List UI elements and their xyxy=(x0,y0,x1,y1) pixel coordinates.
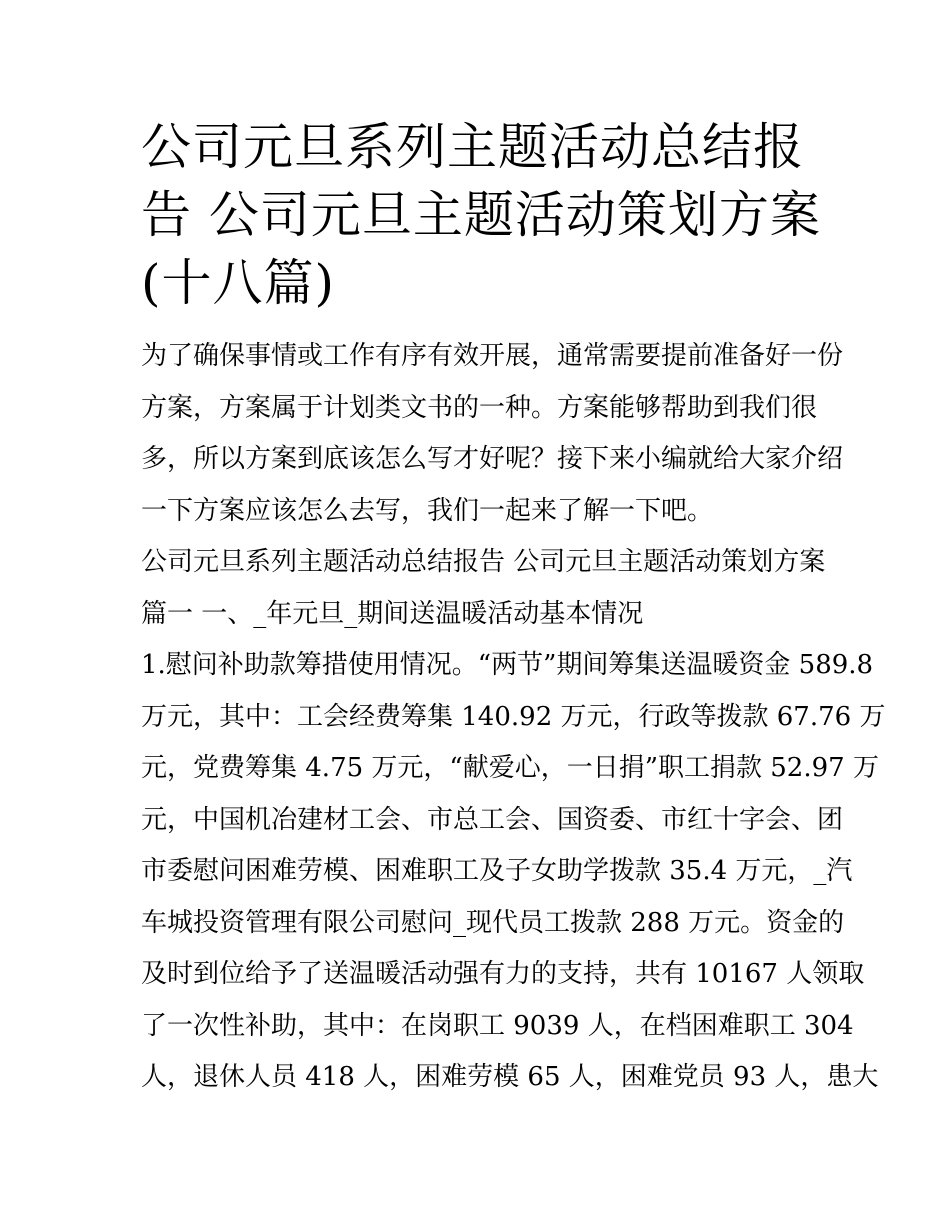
body-line: 市委慰问困难劳模、困难职工及子女助学拨款 35.4 万元，_汽 xyxy=(141,856,853,886)
section-heading-line: 公司元旦系列主题活动总结报告 公司元旦主题活动策划方案 xyxy=(141,547,826,577)
body-line: 万元，其中：工会经费筹集 140.92 万元，行政等拨款 67.76 万 xyxy=(141,701,886,732)
document-title xyxy=(141,113,821,317)
body-line: 1.慰问补助款筹措使用情况。“两节”期间筹集送温暖资金 589.8 xyxy=(141,650,874,680)
body-line: 一下方案应该怎么去写，我们一起来了解一下吧。 xyxy=(141,495,714,526)
title-line: 公司元旦系列主题活动总结报 xyxy=(141,118,804,176)
body-line: 方案，方案属于计划类文书的一种。方案能够帮助到我们很 xyxy=(141,392,818,423)
title-line: 告 公司元旦主题活动策划方案 xyxy=(141,186,821,244)
body-line: 多，所以方案到底该怎么写才好呢？接下来小编就给大家介绍 xyxy=(141,444,844,474)
title-line: (十八篇) xyxy=(141,254,336,312)
body-line: 车城投资管理有限公司慰问_现代员工拨款 288 万元。资金的 xyxy=(141,907,845,938)
section-heading-line: 篇一 一、_年元旦_期间送温暖活动基本情况 xyxy=(141,598,644,629)
body-line: 元，党费筹集 4.75 万元，“献爱心，一日捐”职工捐款 52.97 万 xyxy=(141,753,879,783)
document-body xyxy=(141,331,886,1104)
body-line: 元，中国机冶建材工会、市总工会、国资委、市红十字会、团 xyxy=(141,804,844,835)
body-line: 及时到位给予了送温暖活动强有力的支持，共有 10167 人领取 xyxy=(141,959,865,989)
body-line: 为了确保事情或工作有序有效开展，通常需要提前准备好一份 xyxy=(141,341,844,371)
document-content xyxy=(141,113,886,1104)
body-line: 人，退休人员 418 人，困难劳模 65 人，困难党员 93 人，患大 xyxy=(141,1062,879,1092)
body-line: 了一次性补助，其中：在岗职工 9039 人，在档困难职工 304 xyxy=(141,1010,854,1041)
